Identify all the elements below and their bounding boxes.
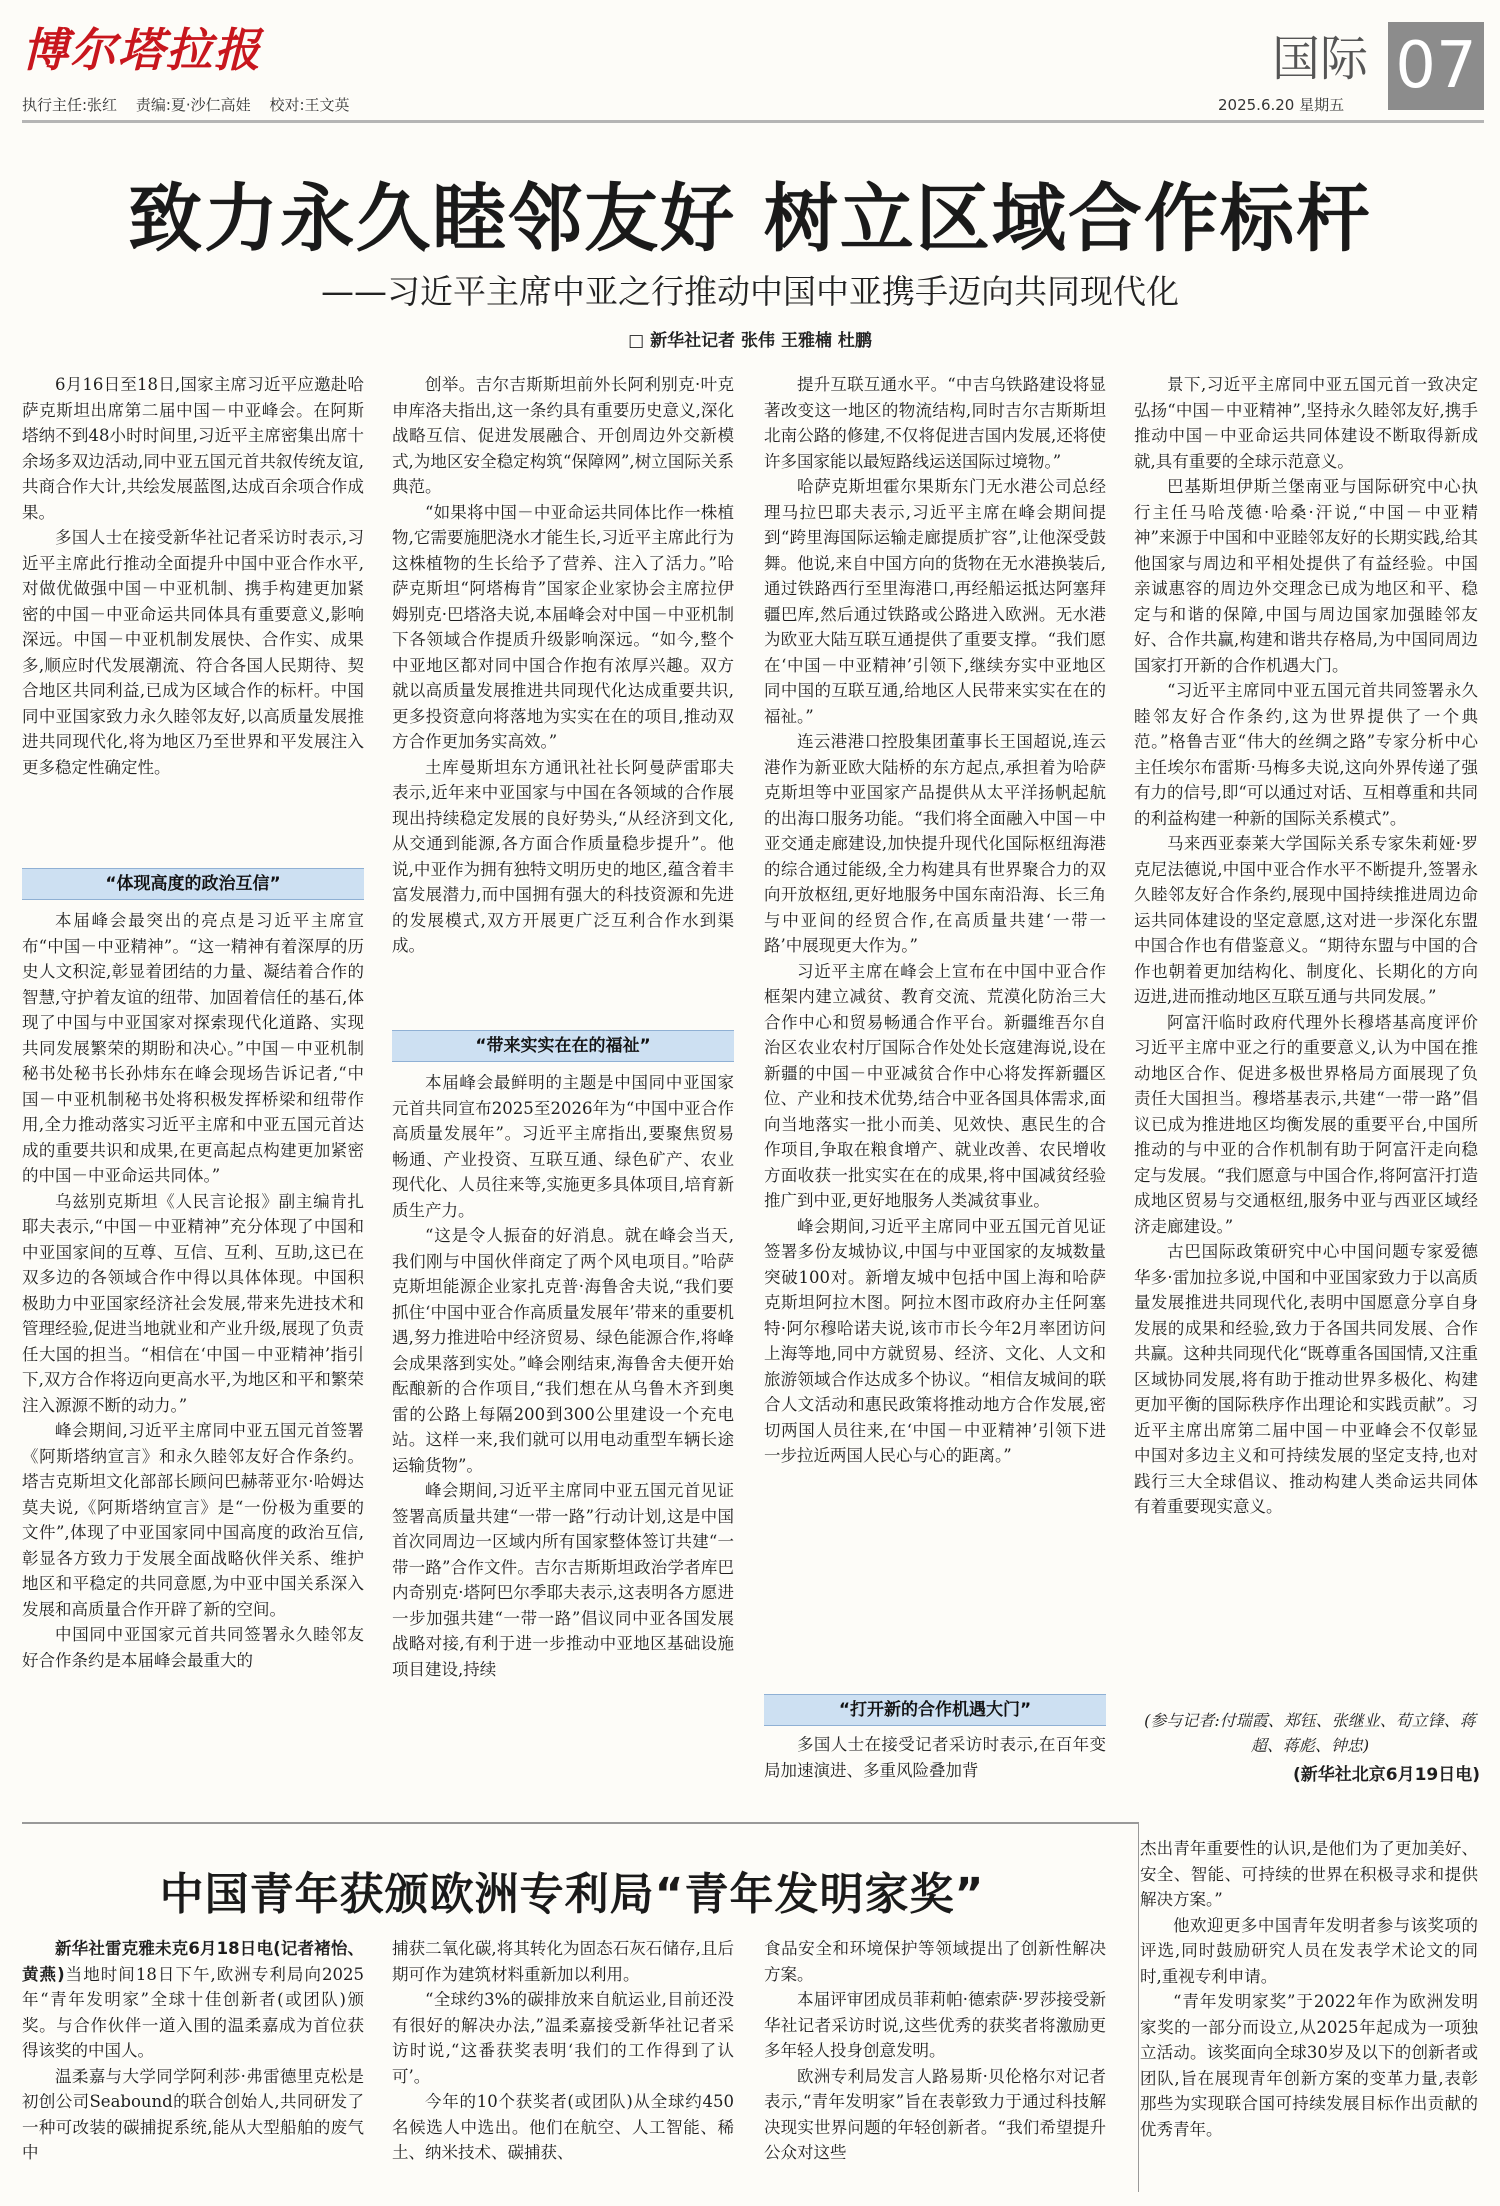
paragraph: 景下,习近平主席同中亚五国元首一致决定弘扬“中国－中亚精神”,坚持永久睦邻友好,携手推动中国－中亚命运共同体建设不断取得新成就,具有重要的全球示范意义。 — [1134, 375, 1478, 471]
page-number: 07 — [1388, 22, 1484, 110]
article-divider — [22, 1822, 1138, 1824]
paragraph: 多国人士在接受新华社记者采访时表示,习近平主席此行推动全面提升中国中亚合作水平,对做优做强中国－中亚机制、携手构建更加紧密的中国－中亚命运共同体具有重要意义,影响深远。中国－中亚机制发展快、合作实、成果多,顺应时代发展潮流、符合各国人民期待、契合地区共同利益,已成为区域合作的标杆。中国同中亚国家致力永久睦邻友好,以高质量发展推进共同现代化,将为地区乃至世界和平发展注入更多稳定性确定性。 — [22, 528, 364, 777]
paragraph: 他欢迎更多中国青年发明者参与该奖项的评选,同时鼓励研究人员在发表学术论文的同时,重视专利申请。 — [1140, 1915, 1478, 1986]
paragraph: 提升互联互通水平。“中吉乌铁路建设将显著改变这一地区的物流结构,同时吉尔吉斯斯坦北南公路的修建,不仅将促进吉国内发展,还将使许多国家能以最短路线运送国际过境物。” — [764, 375, 1106, 471]
paragraph: 中国同中亚国家元首共同签署永久睦邻友好合作条约是本届峰会最重大的 — [22, 1625, 364, 1670]
article-lead: 新华社雷克雅未克6月18日电(记者褚怡、黄燕) — [22, 1939, 364, 1984]
section-heading-political-trust: “体现高度的政治互信” — [22, 868, 364, 900]
paragraph: 捕获二氧化碳,将其转化为固态石灰石储存,且后期可作为建筑材料重新加以利用。 — [392, 1939, 734, 1984]
paragraph: “青年发明家奖”于2022年作为欧洲发明家奖的一部分而设立,从2025年起成为一项独立活动。该奖面向全球30岁及以下的创新者或团队,旨在展现青年创新方案的变革力量,表彰那些为实现联合国可持续发展目标作出贡献的优秀青年。 — [1140, 1992, 1478, 2139]
article-column-1b — [22, 908, 364, 1776]
paragraph: 古巴国际政策研究中心中国问题专家爱德华多·雷加拉多说,中国和中亚国家致力于以高质量发展推进共同现代化,表明中国愿意分享自身发展的成果和经验,致力于各国共同发展、合作共赢。这种共同现代化“既尊重各国国情,又注重区域协同发展,将有助于推动世界多极化、构建更加平衡的国际秩序作出理论和实践贡献”。习近平主席出席第二届中国－中亚峰会不仅彰显中国对多边主义和可持续发展的坚定支持,也对践行三大全球倡议、推动构建人类命运共同体有着重要现实意义。 — [1134, 1242, 1478, 1516]
lead-text: 当地时间18日下午,欧洲专利局向2025年“青年发明家”全球十佳创新者(或团队)颁奖。与合作伙伴一道入围的温柔嘉成为首位获得该奖的中国人。 — [22, 1964, 364, 2060]
article-column-2 — [392, 372, 734, 1020]
paragraph: “这是令人振奋的好消息。就在峰会当天,我们刚与中国伙伴商定了两个风电项目。”哈萨克斯坦能源企业家扎克普·海鲁舍夫说,“我们要抓住‘中国中亚合作高质量发展年’带来的重要机遇,努力推进哈中经济贸易、绿色能源合作,将峰会成果落到实处。”峰会刚结束,海鲁舍夫便开始酝酿新的合作项目,“我们想在从乌鲁木齐到奥雷的公路上每隔200到300公里建设一个充电站。这样一来,我们就可以用电动重型车辆长途运输货物”。 — [392, 1226, 734, 1475]
column-divider — [1138, 1822, 1139, 2192]
paragraph: 多国人士在接受记者采访时表示,在百年变局加速演进、多重风险叠加背 — [764, 1735, 1106, 1780]
paragraph: “如果将中国－中亚命运共同体比作一株植物,它需要施肥浇水才能生长,习近平主席此行为这株植物的生长给予了营养、注入了活力。”哈萨克斯坦“阿塔梅肯”国家企业家协会主席拉伊姆别克·巴塔洛夫说,本届峰会对中国－中亚机制下各领域合作提质升级影响深远。“如今,整个中亚地区都对同中国合作抱有浓厚兴趣。双方就以高质量发展推进共同现代化达成重要共识,更多投资意向将落地为实实在在的项目,推动双方合作更加务实高效。” — [392, 502, 734, 751]
masthead-logo: 博尔塔拉报 — [22, 23, 262, 77]
second-article-column-2 — [392, 1936, 734, 2198]
second-headline: 中国青年获颁欧洲专利局“青年发明家奖” — [159, 1869, 985, 1920]
main-subheadline: ——习近平主席中亚之行推动中国中亚携手迈向共同现代化 — [321, 272, 1179, 311]
paragraph: 6月16日至18日,国家主席习近平应邀赴哈萨克斯坦出席第二届中国－中亚峰会。在阿斯塔纳不到48小时时间里,习近平主席密集出席十余场多双边活动,同中亚五国元首共叙传统友谊,共商合作大计,共绘发展蓝图,达成百余项合作成果。 — [22, 375, 364, 522]
paragraph: 乌兹别克斯坦《人民言论报》副主编肯扎耶夫表示,“中国－中亚精神”充分体现了中国和中亚国家间的互尊、互信、互利、互助,这已在双多边的各领域合作中得以具体体现。中国积极助力中亚国家经济社会发展,带来先进技术和管理经验,促进当地就业和产业升级,展现了负责任大国的担当。“相信在‘中国－中亚精神’指引下,双方合作将迈向更高水平,为地区和平和繁荣注入源源不断的动力。” — [22, 1191, 364, 1415]
responsible-editor: 责编:夏·沙仁高娃 — [135, 96, 251, 114]
paragraph: 欧洲专利局发言人路易斯·贝伦格尔对记者表示,“青年发明家”旨在表彰致力于通过科技解决现实世界问题的年轻创新者。“我们希望提升公众对这些 — [764, 2066, 1106, 2162]
paragraph: 今年的10个获奖者(或团队)从全球约450名候选人中选出。他们在航空、人工智能、稀土、纳米技术、碳捕获、 — [392, 2092, 734, 2162]
paragraph: 食品安全和环境保护等领域提出了创新性解决方案。 — [764, 1939, 1106, 1984]
paragraph: 哈萨克斯坦霍尔果斯东门无水港公司总经理马拉巴耶夫表示,习近平主席在峰会期间提到“跨里海国际运输走廊提质扩容”,让他深受鼓舞。他说,来自中国方向的货物在无水港换装后,通过铁路西行至里海港口,再经船运抵达阿塞拜疆巴库,然后通过铁路或公路进入欧洲。无水港为欧亚大陆互联互通提供了重要支撑。“我们愿在‘中国－中亚精神’引领下,继续夯实中亚地区同中国的互联互通,给地区人民带来实实在在的福祉。” — [764, 477, 1106, 726]
paragraph: 温柔嘉与大学同学阿利莎·弗雷德里克松是初创公司Seabound的联合创始人,共同研发了一种可改装的碳捕捉系统,能从大型船舶的废气中 — [22, 2066, 364, 2162]
header-rule — [22, 120, 1484, 123]
paragraph: 马来西亚泰莱大学国际关系专家朱莉娅·罗克尼法德说,中国中亚合作水平不断提升,签署永久睦邻友好合作条约,展现中国持续推进周边命运共同体建设的坚定意愿,这对进一步深化东盟中国合作也有借鉴意义。“期待东盟与中国的合作也朝着更加结构化、制度化、长期化的方向迈进,进而推动地区互联互通与共同发展。” — [1134, 834, 1478, 1006]
paragraph: 杰出青年重要性的认识,是他们为了更加美好、安全、智能、可持续的世界在积极寻求和提供解决方案。” — [1140, 1839, 1478, 1909]
article-column-3b — [764, 1732, 1106, 1784]
dateline-source: (新华社北京6月19日电) — [1292, 1765, 1480, 1785]
article-column-2b — [392, 1070, 734, 1776]
paragraph: 巴基斯坦伊斯兰堡南亚与国际研究中心执行主任马哈茂德·哈桑·汗说,“中国－中亚精神”来源于中国和中亚睦邻友好的长期实践,给其他国家与周边和平相处提供了有益经验。中国亲诚惠容的周边外交理念已成为地区和平、稳定与和谐的保障,中国与周边国家加强睦邻友好、合作共赢,构建和谐共存格局,为中国同周边国家打开新的合作机遇大门。 — [1134, 477, 1478, 675]
section-heading-new-opportunities: “打开新的合作机遇大门” — [764, 1694, 1106, 1726]
paragraph: 峰会期间,习近平主席同中亚五国元首签署《阿斯塔纳宣言》和永久睦邻友好合作条约。塔吉克斯坦文化部部长顾问巴赫蒂亚尔·哈姆达莫夫说,《阿斯塔纳宣言》是“一份极为重要的文件”,体现了中亚国家同中国高度的政治互信,彰显各方致力于发展全面战略伙伴关系、维护地区和平稳定的共同意愿,为中亚中国关系深入发展和高质量合作开辟了新的空间。 — [22, 1421, 364, 1619]
paragraph: 本届评审团成员菲莉帕·德索萨·罗莎接受新华社记者采访时说,这些优秀的获奖者将激励更多年轻人投身创意发明。 — [764, 1990, 1106, 2060]
article-column-3 — [764, 372, 1106, 1688]
paragraph: “全球约3%的碳排放来自航运业,目前还没有很好的解决办法,”温柔嘉接受新华社记者采访时说,“这番获奖表明‘我们的工作得到了认可’。 — [392, 1990, 734, 2086]
second-article-column-1 — [22, 1936, 364, 2198]
paragraph: 创举。吉尔吉斯斯坦前外长阿利别克·叶克申库洛夫指出,这一条约具有重要历史意义,深化战略互信、促进发展融合、开创周边外交新模式,为地区安全稳定构筑“保障网”,树立国际关系典范。 — [392, 375, 734, 496]
paragraph: “习近平主席同中亚五国元首共同签署永久睦邻友好合作条约,这为世界提供了一个典范。”格鲁吉亚“伟大的丝绸之路”专家分析中心主任埃尔布雷斯·马梅多夫说,这向外界传递了强有力的信号,即“可以通过对话、互相尊重和共同的利益构建一种新的国际关系模式”。 — [1134, 681, 1478, 828]
staff-line — [22, 94, 364, 115]
paragraph: 峰会期间,习近平主席同中亚五国元首见证签署高质量共建“一带一路”行动计划,这是中国首次同周边一区域内所有国家整体签订共建“一带一路”合作文件。吉尔吉斯斯坦政治学者库巴内奇别克·塔阿巴尔季耶夫表示,这表明各方愿进一步加强共建“一带一路”倡议同中亚各国发展战略对接,有利于进一步推动中亚地区基础设施项目建设,持续 — [392, 1481, 734, 1679]
second-article-column-4 — [1140, 1836, 1478, 2198]
section-heading-tangible-benefits: “带来实实在在的福祉” — [392, 1030, 734, 1062]
contributor-credit: (参与记者:付瑞霞、郑钰、张继业、荀立锋、蒋超、蒋彪、钟忠) — [1144, 1711, 1476, 1755]
second-article-column-3 — [764, 1936, 1106, 2198]
section-label: 国际 — [1272, 31, 1369, 87]
paragraph: 土库曼斯坦东方通讯社社长阿曼萨雷耶夫表示,近年来中亚国家与中国在各领域的合作展现出持续稳定发展的良好势头,“从经济到文化,从交通到能源,各方面合作质量稳步提升”。他说,中亚作为拥有独特文明历史的地区,蕴含着丰富发展潜力,而中国拥有强大的科技资源和先进的发展模式,双方开展更广泛互利合作水到渠成。 — [392, 757, 734, 955]
article-column-4 — [1134, 372, 1478, 1702]
paragraph: 本届峰会最鲜明的主题是中国同中亚国家元首共同宣布2025至2026年为“中国中亚合作高质量发展年”。习近平主席指出,要聚焦贸易畅通、产业投资、互联互通、绿色矿产、农业现代化、人员往来等,实施更多具体项目,培育新质生产力。 — [392, 1073, 734, 1220]
paragraph: 峰会期间,习近平主席同中亚五国元首见证签署多份友城协议,中国与中亚国家的友城数量突破100对。新增友城中包括中国上海和哈萨克斯坦阿拉木图。阿拉木图市政府办主任阿塞特·阿尔穆哈诺夫说,该市市长今年2月率团访问上海等地,同中方就贸易、经济、文化、人文和旅游领域合作达成多个协议。“相信友城间的联合人文活动和惠民政策将推动地方合作发展,密切两国人员往来,在‘中国－中亚精神’引领下进一步拉近两国人民心与心的距离。” — [764, 1216, 1106, 1465]
paragraph: 习近平主席在峰会上宣布在中国中亚合作框架内建立减贫、教育交流、荒漠化防治三大合作中心和贸易畅通合作平台。新疆维吾尔自治区农业农村厅国际合作处处长寇建海说,设在新疆的中国－中亚减贫合作中心将发挥新疆区位、产业和技术优势,结合中亚各国具体需求,面向当地落实一批小而美、见效快、惠民生的合作项目,争取在粮食增产、就业改善、农民增收方面收获一批实实在在的成果,将中国减贫经验推广到中亚,更好地服务人类减贫事业。 — [764, 961, 1106, 1210]
paragraph — [22, 1936, 364, 2064]
main-headline: 致力永久睦邻友好 树立区域合作标杆 — [128, 176, 1372, 262]
byline: □ 新华社记者 张伟 王雅楠 杜鹏 — [628, 331, 872, 351]
executive-editor: 执行主任:张红 — [22, 96, 118, 114]
paragraph: 本届峰会最突出的亮点是习近平主席宣布“中国－中亚精神”。“这一精神有着深厚的历史人文积淀,彰显着团结的力量、凝结着合作的智慧,守护着友谊的纽带、加固着信任的基石,体现了中国与中亚国家对探索现代化道路、实现共同发展繁荣的期盼和决心。”中国－中亚机制秘书处秘书长孙炜东在峰会现场告诉记者,“中国－中亚机制秘书处将积极发挥桥梁和纽带作用,全力推动落实习近平主席和中亚五国元首达成的重要共识和成果,在更高起点构建更加紧密的中国－中亚命运共同体。” — [22, 911, 364, 1185]
paragraph: 阿富汗临时政府代理外长穆塔基高度评价习近平主席中亚之行的重要意义,认为中国在推动地区合作、促进多极世界格局方面展现了负责任大国担当。穆塔基表示,共建“一带一路”倡议已成为推进地区均衡发展的重要平台,中国所推动的与中亚的合作机制有助于阿富汗走向稳定与发展。“我们愿意与中国合作,将阿富汗打造成地区贸易与交通枢纽,服务中亚与西亚区域经济走廊建设。” — [1134, 1012, 1478, 1236]
paragraph: 连云港港口控股集团董事长王国超说,连云港作为新亚欧大陆桥的东方起点,承担着为哈萨克斯坦等中亚国家产品提供从太平洋扬帆起航的出海口服务功能。“我们将全面融入中国－中亚交通走廊建设,加快提升现代化国际枢纽海港的综合通过能级,全力构建具有世界聚合力的双向开放枢纽,更好地服务中国东南沿海、长三角与中亚间的经贸合作,在高质量共建‘一带一路’中展现更大作为。” — [764, 732, 1106, 955]
issue-date: 2025.6.20 星期五 — [1218, 96, 1345, 114]
proofreader: 校对:王文英 — [269, 96, 350, 114]
article-column-1 — [22, 372, 364, 858]
